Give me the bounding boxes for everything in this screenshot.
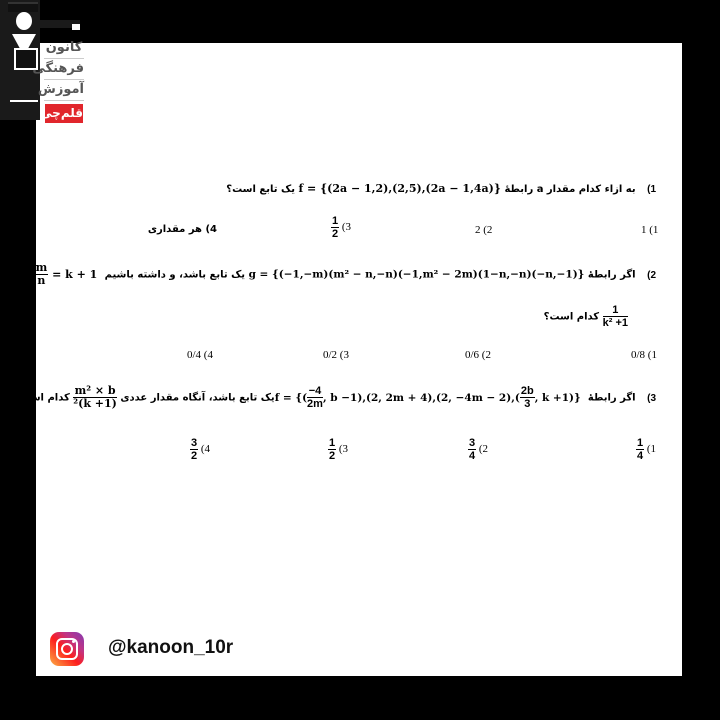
denominator: 2m [307,398,323,410]
numerator: 2b [520,385,534,397]
logo-line-2: فرهنگی [44,59,84,80]
fraction [328,437,336,462]
option-2[interactable] [468,437,488,462]
option-2[interactable] [465,349,491,361]
question-number: 1) [647,184,656,195]
option-4[interactable] [148,224,217,235]
option-label: 2 (2 [475,224,493,236]
numerator: 1 [329,437,336,449]
condition-rhs: = k + 1 [52,267,98,281]
option-label: 0/2 (3 [323,349,349,361]
option-4[interactable] [187,349,213,361]
numerator: 1 [637,437,644,449]
logo-badge: قلم‌چی [45,104,83,123]
option-label: (1 [646,443,657,456]
question-math: g = {(−1,−m)(m² − n,−n)(−1,m² − 2m)(1−n,−n)(−n,−1)} [248,268,585,281]
instagram-handle[interactable]: @kanoon_10r [108,637,234,658]
math-part: , b −1),(2, 2m + 4),(2, −4m − 2),( [322,391,520,404]
numerator: 3 [469,437,476,449]
denominator: 2 [329,450,336,462]
question-1 [226,182,656,195]
question-2-line-2 [544,304,628,329]
question-text-mid: یک تابع باشد، آنگاه مقدار عددی [120,392,275,404]
option-4[interactable] [190,437,210,462]
question-text-end: یک تابع است؟ [226,184,295,195]
option-label: (2 [478,443,489,456]
numerator: 1 [332,215,339,227]
question-text-end: کدام است؟ [543,311,600,323]
instagram-dot [72,640,75,643]
instagram-lens [61,643,73,655]
logo-text [32,38,84,101]
denominator: 4 [637,450,644,462]
denominator: n [37,274,46,287]
numerator: 3 [191,437,198,449]
expression-fraction [73,385,117,410]
option-label: 1 (1 [641,224,659,236]
fraction [520,385,535,410]
question-number: 3) [647,392,656,404]
pointing-hand-icon [72,24,80,30]
fraction [603,304,628,329]
denominator: 3 [524,398,531,410]
question-text: به ازاء کدام مقدار a رابطهٔ [504,184,636,195]
numerator: −4 [308,385,322,397]
denominator: 2 [332,228,339,240]
fraction [468,437,476,462]
question-text-end: کدام است؟ [14,392,70,404]
denominator: k² +1 [602,317,628,329]
option-label: 4) هر مقداری [147,224,217,235]
instagram-icon[interactable] [50,632,84,666]
fraction [331,215,339,240]
option-label: 0/6 (2 [465,349,491,361]
denominator: 4 [469,450,476,462]
math-part: f = {( [274,391,308,404]
option-3[interactable] [328,437,348,462]
math-part: , k +1)} [534,391,581,404]
numerator: 1 [603,304,628,317]
denominator: (k +1)² [73,397,117,410]
question-text: اگر رابطهٔ [587,392,636,404]
fraction [636,437,644,462]
numerator: m [35,261,48,274]
option-2[interactable] [475,224,492,236]
question-3 [14,385,656,410]
condition [35,261,102,287]
question-number: 2) [647,269,656,281]
question-2 [12,262,656,287]
option-1[interactable] [641,224,658,236]
option-1[interactable] [636,437,656,462]
fraction [35,262,49,287]
document-page [36,43,682,676]
logo-line-1: کانون [44,38,84,59]
fraction [190,437,198,462]
question-text-end: آنگاه [11,269,35,281]
question-math [274,385,585,410]
option-label: 0/4 (4 [187,349,213,361]
numerator: m² × b [74,384,116,397]
option-label: (3 [341,221,352,234]
question-math: f = {(2a − 1,2),(2,5),(2a − 1,4a)} [298,182,501,195]
question-text-mid: یک تابع باشد، و داشته باشیم [104,269,246,281]
graduation-cap-icon [8,2,38,12]
logo-divider [10,100,38,102]
option-3[interactable] [331,215,351,240]
option-label: (4 [200,443,211,456]
denominator: 2 [191,450,198,462]
logo-line-3: آموزش [44,80,84,101]
option-label: 0/8 (1 [631,349,657,361]
question-text: اگر رابطهٔ [587,269,636,281]
fraction [307,385,323,410]
option-1[interactable] [631,349,657,361]
graduate-head [16,12,32,30]
option-label: (3 [338,443,349,456]
option-3[interactable] [323,349,349,361]
